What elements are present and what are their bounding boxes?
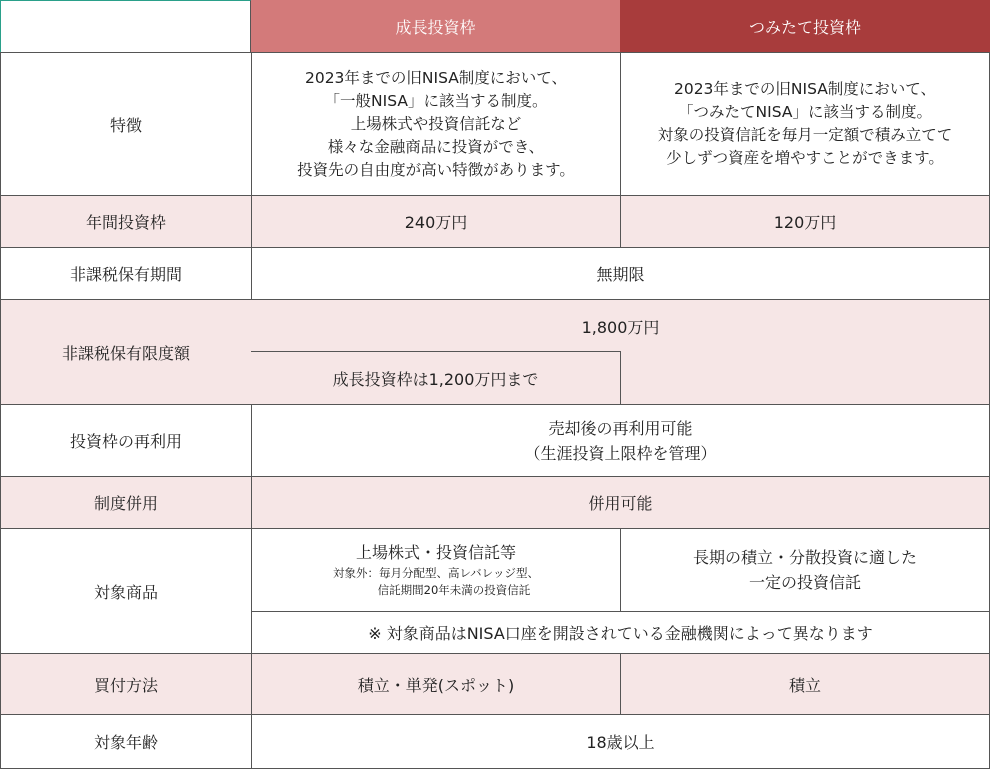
products-growth-cell: [251, 528, 621, 612]
row-limit-label: 非課税保有限度額: [0, 299, 252, 405]
features-tsumitate-cell: [620, 52, 990, 196]
limit-total: 1,800万円: [581, 317, 660, 337]
concurrent-value-cell: 併用可能: [251, 476, 990, 529]
period-value-cell: 無期限: [251, 247, 990, 300]
products-tsumitate-cell: 長期の積立・分散投資に適した 一定の投資信託: [620, 528, 990, 612]
features-growth-line: 2023年までの旧NISA制度において、: [304, 68, 568, 87]
row-method-label: 買付方法: [0, 653, 252, 715]
features-growth-line: 上場株式や投資信託など: [350, 114, 522, 133]
limit-growth-cell: 成長投資枠は1,200万円まで: [251, 351, 621, 405]
header-tsumitate-label: つみたて投資枠: [748, 18, 861, 37]
row-reuse-label: 投資枠の再利用: [0, 404, 252, 477]
row-concurrent-label: 制度併用: [0, 476, 252, 529]
row-age-label: 対象年齢: [0, 714, 252, 769]
features-tsumitate-line: 少しずつ資産を増やすことができます。: [666, 149, 944, 167]
features-growth-line: 様々な金融商品に投資ができ、: [327, 137, 545, 156]
row-features-label: 特徴: [0, 52, 252, 196]
header-corner-cell: [0, 0, 251, 53]
method-growth-cell: 積立・単発(スポット): [251, 653, 621, 715]
reuse-value-cell: 売却後の再利用可能 （生涯投資上限枠を管理）: [251, 404, 990, 477]
header-tsumitate: [620, 0, 990, 53]
annual-tsumitate-cell: 120万円: [620, 195, 990, 248]
row-annual-label: 年間投資枠: [0, 195, 252, 248]
features-growth-cell: [251, 52, 621, 196]
features-growth-line: 「一般NISA」に該当する制度。: [324, 91, 548, 110]
row-products-label: 対象商品: [0, 528, 252, 654]
features-growth-line: 投資先の自由度が高い特徴があります。: [297, 160, 575, 179]
header-growth-label: 成長投資枠: [395, 18, 476, 37]
products-growth-note: 信託期間20年未満の投資信託: [377, 583, 531, 597]
method-tsumitate-cell: 積立: [620, 653, 990, 715]
header-growth: [251, 0, 620, 53]
age-value-cell: 18歳以上: [251, 714, 990, 769]
features-tsumitate-line: 「つみたてNISA」に該当する制度。: [678, 103, 932, 121]
products-note-cell: ※ 対象商品はNISA口座を開設されている金融機関によって異なります: [251, 611, 990, 654]
annual-growth-cell: 240万円: [251, 195, 621, 248]
products-growth-main: 上場株式・投資信託等: [355, 543, 516, 562]
features-tsumitate-line: 2023年までの旧NISA制度において、: [673, 80, 937, 98]
products-growth-note: 対象外：毎月分配型、高レバレッジ型、: [332, 566, 540, 580]
features-tsumitate-line: 対象の投資信託を毎月一定額で積み立てて: [657, 126, 953, 144]
row-period-label: 非課税保有期間: [0, 247, 252, 300]
